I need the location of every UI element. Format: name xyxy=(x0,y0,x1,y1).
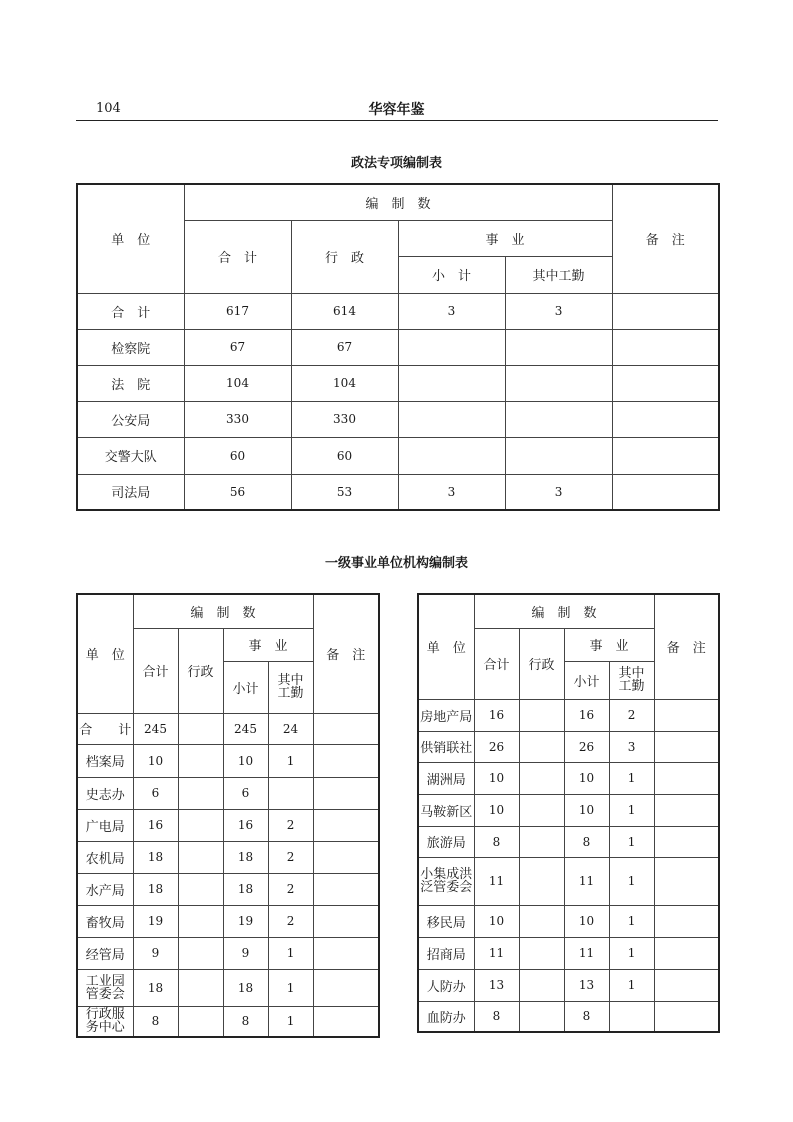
table2-right-unit-cell: 移民局 xyxy=(418,905,474,937)
table2-left-admin-cell xyxy=(178,841,223,873)
table2-left-header-beizhu: 备 注 xyxy=(313,594,379,713)
table1-total-cell: 67 xyxy=(184,329,291,365)
table2-right-gongqin-cell xyxy=(609,1001,654,1032)
table1-admin-cell: 60 xyxy=(291,437,398,474)
table1-row xyxy=(77,365,719,401)
table2-right-gongqin-cell: 1 xyxy=(609,794,654,826)
table2-right-subtotal-cell: 10 xyxy=(564,794,609,826)
table2-left-gongqin-cell: 1 xyxy=(268,937,313,969)
table2-right-row xyxy=(418,699,719,731)
table2-left-row xyxy=(77,873,379,905)
table1-header-heji: 合 计 xyxy=(184,220,291,293)
table2-left-header-bianzhi: 编 制 数 xyxy=(133,594,313,628)
table2-left-header-xiaoji: 小计 xyxy=(223,661,268,713)
table2-left-subtotal-cell: 18 xyxy=(223,873,268,905)
table2-left-admin-cell xyxy=(178,1006,223,1037)
table2-right-note-cell xyxy=(654,826,719,857)
table2-right-admin-cell xyxy=(519,937,564,969)
table2-left-admin-cell xyxy=(178,777,223,809)
table2-right-note-cell xyxy=(654,905,719,937)
unit-line1: 小集成洪 xyxy=(420,867,473,882)
unit-line2: 泛管委会 xyxy=(420,880,473,895)
table2-left-admin-cell xyxy=(178,713,223,744)
table2-left-row xyxy=(77,1006,379,1037)
table2-right-note-cell xyxy=(654,1001,719,1032)
table2-right-header-xingzheng: 行政 xyxy=(519,628,564,699)
table2-title: 一级事业单位机构编制表 xyxy=(324,556,468,571)
table1-admin-cell: 67 xyxy=(291,329,398,365)
table2-left-row xyxy=(77,744,379,777)
table2-right-admin-cell xyxy=(519,826,564,857)
table2-left-gongqin-cell: 24 xyxy=(268,713,313,744)
table2-left-subtotal-cell: 19 xyxy=(223,905,268,937)
table2-right-note-cell xyxy=(654,969,719,1001)
table1-row xyxy=(77,474,719,510)
table2-right-total-cell: 11 xyxy=(474,857,519,905)
table2-right-note-cell xyxy=(654,762,719,794)
table1-header-xiaoji: 小 计 xyxy=(398,256,505,293)
qizhong-line2: 工勤 xyxy=(618,679,645,694)
table2-left-note-cell xyxy=(313,809,379,841)
qizhong-line1: 其中 xyxy=(618,666,645,681)
table2-right-gongqin-cell: 2 xyxy=(609,699,654,731)
table2-left-row xyxy=(77,905,379,937)
table2-right-unit-cell xyxy=(418,857,474,905)
table2-left-note-cell xyxy=(313,1006,379,1037)
table2-right-header-shiye: 事 业 xyxy=(564,628,654,661)
table2-right xyxy=(417,593,720,1033)
table2-left-total-cell: 8 xyxy=(133,1006,178,1037)
table2-left-note-cell xyxy=(313,744,379,777)
table2-right-subtotal-cell: 13 xyxy=(564,969,609,1001)
table2-left-subtotal-cell: 6 xyxy=(223,777,268,809)
table1-unit-cell: 公安局 xyxy=(77,401,184,437)
unit-line1: 行政服 xyxy=(85,1007,125,1023)
table2-left-row xyxy=(77,809,379,841)
table2-left-gongqin-cell: 2 xyxy=(268,841,313,873)
table2-right-admin-cell xyxy=(519,1001,564,1032)
qizhong-line2: 工勤 xyxy=(277,686,304,701)
table2-right-total-cell: 10 xyxy=(474,905,519,937)
table1-total-cell: 60 xyxy=(184,437,291,474)
table2-right-subtotal-cell: 10 xyxy=(564,905,609,937)
table2-right-note-cell xyxy=(654,699,719,731)
table2-right-row xyxy=(418,826,719,857)
table2-left-total-cell: 10 xyxy=(133,744,178,777)
table2-right-row xyxy=(418,731,719,762)
table2-right-total-cell: 26 xyxy=(474,731,519,762)
table1-subtotal-cell xyxy=(398,329,505,365)
table1-subtotal-cell xyxy=(398,437,505,474)
table2-left-admin-cell xyxy=(178,905,223,937)
table2-left-note-cell xyxy=(313,873,379,905)
table2-right-gongqin-cell: 3 xyxy=(609,731,654,762)
table2-left-total-cell: 19 xyxy=(133,905,178,937)
table2-left-unit-cell: 合 计 xyxy=(77,713,133,744)
table2-left-subtotal-cell: 16 xyxy=(223,809,268,841)
page-number: 104 xyxy=(96,101,121,116)
unit-line2: 务中心 xyxy=(85,1020,125,1036)
table1-unit-cell: 检察院 xyxy=(77,329,184,365)
table2-right-unit-cell: 血防办 xyxy=(418,1001,474,1032)
table2-right-row xyxy=(418,969,719,1001)
table2-right-admin-cell xyxy=(519,762,564,794)
table2-right-subtotal-cell: 16 xyxy=(564,699,609,731)
table2-right-row xyxy=(418,905,719,937)
table2-left-unit-cell: 水产局 xyxy=(77,873,133,905)
table2-left-note-cell xyxy=(313,713,379,744)
table2-left-row xyxy=(77,937,379,969)
table2-right-admin-cell xyxy=(519,794,564,826)
table2-right-subtotal-cell: 11 xyxy=(564,937,609,969)
table1-unit-cell: 交警大队 xyxy=(77,437,184,474)
table2-right-admin-cell xyxy=(519,699,564,731)
table2-left-subtotal-cell: 9 xyxy=(223,937,268,969)
table1-gongqin-cell xyxy=(505,437,612,474)
table1-total-cell: 56 xyxy=(184,474,291,510)
table2-left-gongqin-cell: 2 xyxy=(268,905,313,937)
table2-right-total-cell: 16 xyxy=(474,699,519,731)
table2-left-gongqin-cell: 1 xyxy=(268,969,313,1006)
table2-right-subtotal-cell: 11 xyxy=(564,857,609,905)
table1-unit-cell: 合 计 xyxy=(77,293,184,329)
table2-right-total-cell: 13 xyxy=(474,969,519,1001)
table2-right-admin-cell xyxy=(519,969,564,1001)
table1-row xyxy=(77,401,719,437)
header-rule xyxy=(76,120,718,121)
table2-left-header-qizhong xyxy=(268,661,313,713)
table1-unit-cell: 司法局 xyxy=(77,474,184,510)
table2-left xyxy=(76,593,380,1038)
table1-note-cell xyxy=(612,329,719,365)
table2-left-admin-cell xyxy=(178,937,223,969)
table2-right-row xyxy=(418,762,719,794)
table2-right-gongqin-cell: 1 xyxy=(609,969,654,1001)
table2-right-note-cell xyxy=(654,937,719,969)
table2-right-unit-cell: 供销联社 xyxy=(418,731,474,762)
unit-line2: 管委会 xyxy=(85,986,125,1002)
table1-row xyxy=(77,329,719,365)
table2-left-admin-cell xyxy=(178,744,223,777)
table1-note-cell xyxy=(612,437,719,474)
table1-note-cell xyxy=(612,401,719,437)
table2-left-note-cell xyxy=(313,937,379,969)
table2-right-row xyxy=(418,857,719,905)
table2-right-subtotal-cell: 8 xyxy=(564,1001,609,1032)
table2-right-admin-cell xyxy=(519,731,564,762)
table2-right-total-cell: 8 xyxy=(474,826,519,857)
table2-right-unit-cell: 房地产局 xyxy=(418,699,474,731)
table2-left-header-shiye: 事 业 xyxy=(223,628,313,661)
table1-header-xingzheng: 行 政 xyxy=(291,220,398,293)
table1-gongqin-cell xyxy=(505,401,612,437)
table1-header-qizhong: 其中工勤 xyxy=(505,256,612,293)
table2-left-header-heji: 合计 xyxy=(133,628,178,713)
table2-right-header-unit: 单 位 xyxy=(418,594,474,699)
table2-left-subtotal-cell: 10 xyxy=(223,744,268,777)
table2-left-admin-cell xyxy=(178,873,223,905)
table2-right-unit-cell: 旅游局 xyxy=(418,826,474,857)
table2-left-row xyxy=(77,713,379,744)
table2-right-total-cell: 10 xyxy=(474,762,519,794)
table1-total-cell: 617 xyxy=(184,293,291,329)
table2-right-header-bianzhi: 编 制 数 xyxy=(474,594,654,628)
table2-left-subtotal-cell: 18 xyxy=(223,969,268,1006)
table2-left-subtotal-cell: 245 xyxy=(223,713,268,744)
table2-left-total-cell: 18 xyxy=(133,969,178,1006)
table2-right-total-cell: 8 xyxy=(474,1001,519,1032)
table2-left-admin-cell xyxy=(178,969,223,1006)
table2-left-row xyxy=(77,841,379,873)
table2-left-gongqin-cell: 2 xyxy=(268,809,313,841)
table2-right-row xyxy=(418,794,719,826)
table2-left-gongqin-cell: 1 xyxy=(268,1006,313,1037)
table2-left-total-cell: 9 xyxy=(133,937,178,969)
table2-left-header-unit: 单 位 xyxy=(77,594,133,713)
table2-right-gongqin-cell: 1 xyxy=(609,905,654,937)
table2-left-note-cell xyxy=(313,969,379,1006)
table1-unit-cell: 法 院 xyxy=(77,365,184,401)
table2-left-total-cell: 6 xyxy=(133,777,178,809)
table1-subtotal-cell: 3 xyxy=(398,293,505,329)
table1-total-cell: 330 xyxy=(184,401,291,437)
table2-left-total-cell: 16 xyxy=(133,809,178,841)
table1-subtotal-cell xyxy=(398,365,505,401)
table2-left-total-cell: 18 xyxy=(133,873,178,905)
table1-total-cell: 104 xyxy=(184,365,291,401)
table1-gongqin-cell xyxy=(505,329,612,365)
unit-line1: 工业园 xyxy=(85,973,125,989)
table2-right-header-beizhu: 备 注 xyxy=(654,594,719,699)
table2-right-gongqin-cell: 1 xyxy=(609,762,654,794)
table2-right-row xyxy=(418,937,719,969)
table2-right-total-cell: 11 xyxy=(474,937,519,969)
table2-left-note-cell xyxy=(313,841,379,873)
table1-row xyxy=(77,437,719,474)
table1-admin-cell: 614 xyxy=(291,293,398,329)
table1-admin-cell: 330 xyxy=(291,401,398,437)
table2-left-unit-cell: 畜牧局 xyxy=(77,905,133,937)
table2-right-subtotal-cell: 26 xyxy=(564,731,609,762)
table2-left-unit-cell: 经管局 xyxy=(77,937,133,969)
table1-note-cell xyxy=(612,293,719,329)
table1-header-bianzhi: 编 制 数 xyxy=(184,184,612,220)
table2-left-row xyxy=(77,777,379,809)
table2-left-gongqin-cell: 1 xyxy=(268,744,313,777)
table1-title: 政法专项编制表 xyxy=(350,156,442,171)
table2-left-total-cell: 18 xyxy=(133,841,178,873)
table2-right-header-qizhong xyxy=(609,661,654,699)
table2-left-subtotal-cell: 8 xyxy=(223,1006,268,1037)
table2-left-gongqin-cell xyxy=(268,777,313,809)
table2-left-gongqin-cell: 2 xyxy=(268,873,313,905)
table1-row xyxy=(77,293,719,329)
table2-right-gongqin-cell: 1 xyxy=(609,826,654,857)
table2-left-unit-cell xyxy=(77,969,133,1006)
table2-left-unit-cell: 广电局 xyxy=(77,809,133,841)
qizhong-line1: 其中 xyxy=(277,673,304,688)
table2-left-unit-cell: 史志办 xyxy=(77,777,133,809)
table1-header-shiye: 事 业 xyxy=(398,220,612,256)
table2-right-unit-cell: 马鞍新区 xyxy=(418,794,474,826)
table2-left-total-cell: 245 xyxy=(133,713,178,744)
table2-right-note-cell xyxy=(654,857,719,905)
table2-right-header-heji: 合计 xyxy=(474,628,519,699)
table1-gongqin-cell: 3 xyxy=(505,293,612,329)
table1-subtotal-cell: 3 xyxy=(398,474,505,510)
table1-note-cell xyxy=(612,365,719,401)
table1-gongqin-cell: 3 xyxy=(505,474,612,510)
table2-right-gongqin-cell: 1 xyxy=(609,857,654,905)
table1-subtotal-cell xyxy=(398,401,505,437)
table2-left-row xyxy=(77,969,379,1006)
table1-gongqin-cell xyxy=(505,365,612,401)
table2-right-row xyxy=(418,1001,719,1032)
table2-right-subtotal-cell: 10 xyxy=(564,762,609,794)
table2-right-header-xiaoji: 小计 xyxy=(564,661,609,699)
table1-note-cell xyxy=(612,474,719,510)
table2-right-gongqin-cell: 1 xyxy=(609,937,654,969)
table2-right-subtotal-cell: 8 xyxy=(564,826,609,857)
table1-admin-cell: 53 xyxy=(291,474,398,510)
table2-left-header-xingzheng: 行政 xyxy=(178,628,223,713)
table2-right-unit-cell: 湖洲局 xyxy=(418,762,474,794)
table2-left-note-cell xyxy=(313,777,379,809)
table2-right-unit-cell: 人防办 xyxy=(418,969,474,1001)
table2-right-admin-cell xyxy=(519,857,564,905)
table2-right-note-cell xyxy=(654,731,719,762)
table2-left-unit-cell: 档案局 xyxy=(77,744,133,777)
table1-admin-cell: 104 xyxy=(291,365,398,401)
table2-left-note-cell xyxy=(313,905,379,937)
table2-right-admin-cell xyxy=(519,905,564,937)
book-title: 华容年鉴 xyxy=(368,102,425,118)
table1 xyxy=(76,183,720,511)
table2-right-total-cell: 10 xyxy=(474,794,519,826)
table1-header-unit: 单 位 xyxy=(77,184,184,293)
table2-right-note-cell xyxy=(654,794,719,826)
table2-left-unit-cell: 农机局 xyxy=(77,841,133,873)
table2-left-unit-cell xyxy=(77,1006,133,1037)
table2-right-unit-cell: 招商局 xyxy=(418,937,474,969)
table2-left-subtotal-cell: 18 xyxy=(223,841,268,873)
table1-header-beizhu: 备 注 xyxy=(612,184,719,293)
table2-left-admin-cell xyxy=(178,809,223,841)
